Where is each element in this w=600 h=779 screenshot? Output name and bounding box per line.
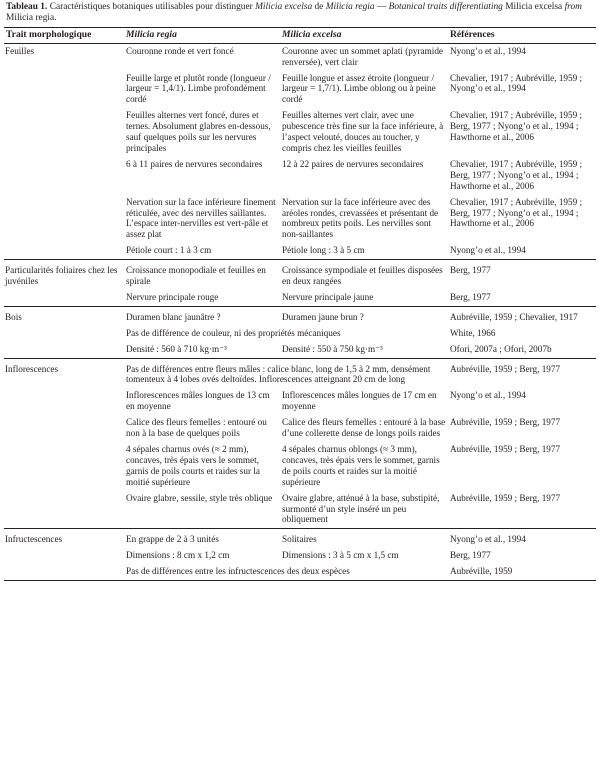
trait-cell xyxy=(4,548,124,564)
caption-en-2: from xyxy=(564,2,582,12)
shared-cell: Pas de différences entre les infructescences des deux espèces xyxy=(124,564,448,580)
regia-cell: Densité : 560 à 710 kg·m⁻³ xyxy=(124,342,280,358)
excelsa-cell: Inflorescences mâles longues de 17 cm en moyenne xyxy=(282,390,437,412)
caption-species-b: Milicia regia xyxy=(325,2,375,12)
regia-cell: Calice des fleurs femelles : entouré ou non à la base de quelques poils xyxy=(126,417,267,439)
table-row xyxy=(4,442,596,491)
excelsa-cell: Couronne avec un sommet aplati (pyramide renversée), vert clair xyxy=(282,45,443,67)
trait-cell xyxy=(4,442,124,491)
table-row xyxy=(4,388,596,415)
table-row xyxy=(4,564,596,580)
references-cell: Aubréville, 1959 xyxy=(448,564,596,580)
table-row xyxy=(4,358,596,388)
excelsa-cell: Nervation sur la face inférieure avec des aréoles rondes, crevassées et présentant de nombreux petits poils. Les nervilles sont non-saillantes xyxy=(282,196,439,240)
header-regia xyxy=(124,27,280,43)
excelsa-cell: Nervure principale jaune xyxy=(280,290,448,306)
references-cell: Aubréville, 1959 ; Berg, 1977 xyxy=(450,417,561,428)
trait-cell xyxy=(4,71,124,109)
table-row xyxy=(4,195,596,244)
trait-cell xyxy=(4,491,124,529)
references-cell: Nyong’o et al., 1994 xyxy=(450,45,526,56)
table-row xyxy=(4,491,596,529)
excelsa-cell: Dimensions : 3 à 5 cm x 1,5 cm xyxy=(282,550,399,561)
header-regia-text: Milicia regia xyxy=(126,28,177,40)
trait-cell xyxy=(4,326,124,342)
table-row xyxy=(4,71,596,109)
caption-en-1: Botanical traits differentiating xyxy=(388,2,503,12)
caption-text-2: de xyxy=(312,2,326,12)
references-cell: Aubréville, 1959 ; Berg, 1977 xyxy=(450,363,561,374)
trait-cell xyxy=(4,157,124,195)
excelsa-cell: Ovaire glabre, atténué à la base, substipité, surmonté d’un style inséré un peu obliquement xyxy=(280,491,448,529)
regia-cell: Dimensions : 8 cm x 1,2 cm xyxy=(126,550,230,561)
shared-cell: Pas de différences entre fleurs mâles : calice blanc, long de 1,5 à 2 mm, densément tomenteux à 4 lobes ovés deltoïdes. Inflorescences atteignant 20 cm de long xyxy=(126,363,431,385)
trait-cell xyxy=(4,290,124,306)
regia-cell: Pétiole court : 1 à 3 cm xyxy=(124,243,280,259)
references-cell: Chevalier, 1917 ; Aubréville, 1959 ; Berg, 1977 ; Nyong’o et al., 1994 ; Hawthorne et al., 2006 xyxy=(450,196,583,229)
table-header-row xyxy=(4,27,596,43)
regia-cell: Nervation sur la face inférieure finement réticulée, avec des nervilles saillantes. L’espace inter-nervilles est vert-pâle et assez plat xyxy=(126,196,276,240)
trait-cell xyxy=(4,195,124,244)
header-refs: Références xyxy=(448,27,596,43)
references-cell: Berg, 1977 xyxy=(450,550,491,561)
caption-en-species-b: Milicia regia xyxy=(6,13,55,24)
regia-cell: 6 à 11 paires de nervures secondaires xyxy=(126,158,263,169)
references-cell: White, 1966 xyxy=(450,327,496,338)
caption-text-1: Caractéristiques botaniques utilisables pour distinguer xyxy=(47,2,256,12)
regia-cell: Duramen blanc jaunâtre ? xyxy=(126,311,221,322)
trait-cell xyxy=(4,108,124,157)
table-caption xyxy=(4,2,596,25)
excelsa-cell: Feuilles alternes vert clair, avec une pubescence très fine sur la face inférieure, à l’aspect velouté, douces au toucher, y compris chez les vieilles feuilles xyxy=(282,110,444,153)
references-cell: Chevalier, 1917 ; Aubréville, 1959 ; Nyong’o et al., 1994 xyxy=(450,72,583,94)
table-body xyxy=(4,43,596,580)
table-row xyxy=(4,548,596,564)
regia-cell: Nervure principale rouge xyxy=(124,290,280,306)
trait-cell xyxy=(4,415,124,442)
table-row xyxy=(4,243,596,259)
table-row xyxy=(4,342,596,358)
regia-cell: Inflorescences mâles longues de 13 cm en moyenne xyxy=(126,390,270,412)
references-cell: Chevalier, 1917 ; Aubréville, 1959 ; Berg, 1977 ; Nyong’o et al., 1994 ; Hawthorne et al., 2006 xyxy=(450,110,583,143)
regia-cell: Feuille large et plutôt ronde (longueur / largeur = 1,4/1). Limbe profondément cordé xyxy=(126,72,271,105)
header-trait: Trait morphologique xyxy=(4,27,124,43)
regia-cell: Feuilles alternes vert foncé, dures et ternes. Absolument glabres en-dessous, sauf quelques poils sur les nervures principales xyxy=(126,110,271,153)
page xyxy=(0,2,600,779)
regia-cell: Ovaire glabre, sessile, style très oblique xyxy=(124,491,280,529)
references-cell: Chevalier, 1917 ; Aubréville, 1959 ; Berg, 1977 ; Nyong’o et al., 1994 ; Hawthorne et al., 2006 xyxy=(450,158,583,191)
table-row xyxy=(4,108,596,157)
table-row xyxy=(4,260,596,290)
references-cell: Ofori, 2007a ; Ofori, 2007b xyxy=(448,342,596,358)
table-row xyxy=(4,529,596,548)
trait-cell: Feuilles xyxy=(5,45,35,56)
caption-en-3: . xyxy=(54,13,57,24)
excelsa-cell: Calice des fleurs femelles : entouré à la base d’une collerette dense de longs poils raides xyxy=(282,417,446,439)
excelsa-cell: 12 à 22 paires de nervures secondaires xyxy=(282,158,424,169)
references-cell: Nyong’o et al., 1994 xyxy=(450,534,526,545)
references-cell: Aubréville, 1959 ; Chevalier, 1917 xyxy=(450,311,578,322)
header-excelsa-text: Milicia excelsa xyxy=(282,28,342,40)
references-cell: Berg, 1977 xyxy=(450,265,491,276)
trait-cell xyxy=(4,342,124,358)
trait-cell xyxy=(4,243,124,259)
excelsa-cell: Duramen jaune brun ? xyxy=(282,311,364,322)
regia-cell: Croissance monopodiale et feuilles en spirale xyxy=(126,265,266,287)
excelsa-cell: 4 sépales charnus oblongs (≈ 3 mm), concaves, très épais vers le sommet, garnis de poils courts et raides sur la moitié supérieure xyxy=(282,444,440,487)
trait-cell xyxy=(4,564,124,580)
regia-cell: Couronne ronde et vert foncé xyxy=(126,45,234,56)
regia-cell: 4 sépales charnus ovés (≈ 2 mm), concaves, très épais vers le sommet, garnis de poils courts et raides sur la moitié supérieure xyxy=(126,444,260,487)
table-row xyxy=(4,157,596,195)
table-row xyxy=(4,415,596,442)
shared-cell: Pas de différence de couleur, ni des propriétés mécaniques xyxy=(126,327,341,338)
references-cell: Nyong’o et al., 1994 xyxy=(448,243,596,259)
table-row xyxy=(4,306,596,325)
regia-cell: En grappe de 2 à 3 unités xyxy=(126,534,219,545)
table-row xyxy=(4,290,596,306)
caption-en-species-a: Milicia excelsa xyxy=(502,2,565,12)
caption-species-a: Milicia excelsa xyxy=(255,2,313,12)
excelsa-cell: Densité : 550 à 750 kg·m⁻³ xyxy=(280,342,448,358)
excelsa-cell: Feuille longue et assez étroite (longueur / largeur = 1,7/1). Limbe oblong ou à peine cordé xyxy=(282,72,436,105)
trait-cell xyxy=(4,388,124,415)
excelsa-cell: Pétiole long : 3 à 5 cm xyxy=(280,243,448,259)
trait-cell: Inflorescences xyxy=(5,363,59,374)
references-cell: Aubréville, 1959 ; Berg, 1977 xyxy=(450,444,561,454)
excelsa-cell: Croissance sympodiale et feuilles disposées en deux rangées xyxy=(282,265,443,287)
references-cell: Berg, 1977 xyxy=(448,290,596,306)
caption-label: Tableau 1. xyxy=(6,2,48,12)
trait-cell: Particularités foliaires chez les juvéniles xyxy=(5,265,118,287)
table-row xyxy=(4,43,596,70)
references-cell: Nyong’o et al., 1994 xyxy=(450,390,526,401)
trait-cell: Bois xyxy=(5,311,22,322)
caption-text-3: — xyxy=(374,2,389,12)
header-excelsa xyxy=(280,27,448,43)
references-cell: Aubréville, 1959 ; Berg, 1977 xyxy=(448,491,596,529)
excelsa-cell: Solitaires xyxy=(282,534,317,545)
table-row xyxy=(4,326,596,342)
trait-cell: Infructescences xyxy=(5,534,63,545)
traits-table xyxy=(4,27,596,581)
